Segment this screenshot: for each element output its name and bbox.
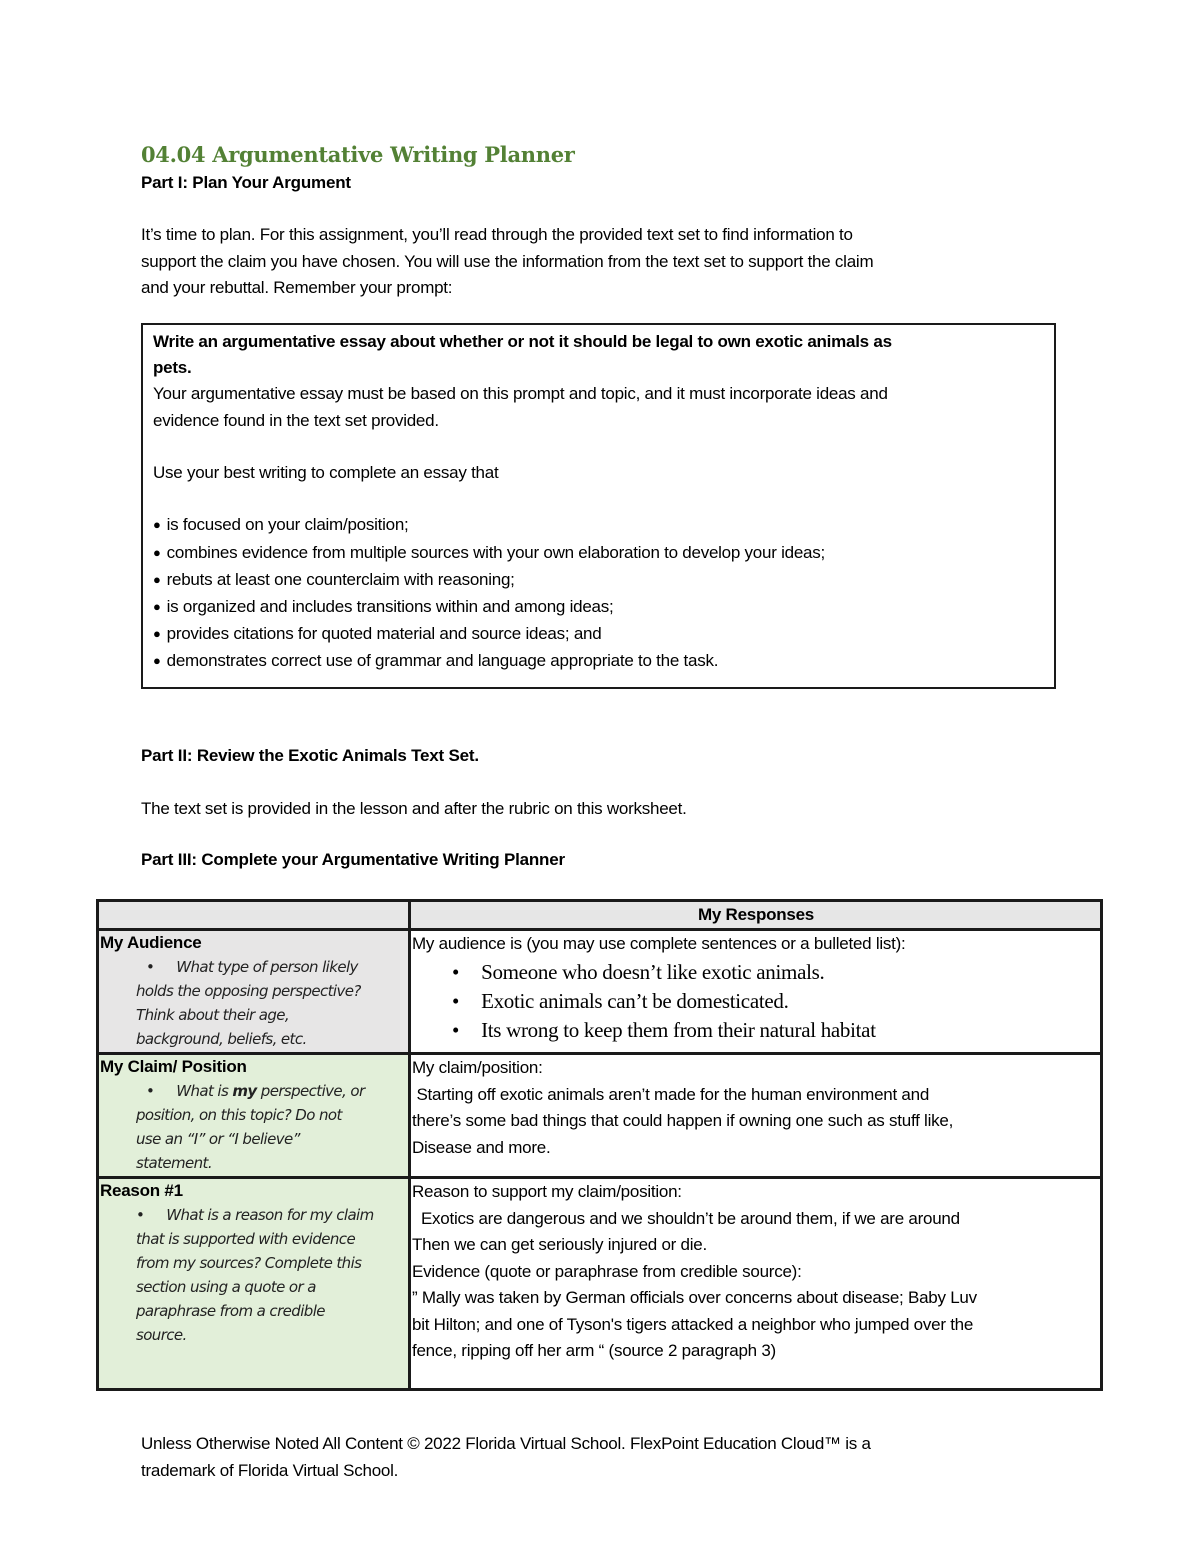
- document-title: 04.04 Argumentative Writing Planner: [141, 142, 575, 167]
- header-cell-responses: My Responses: [410, 901, 1102, 930]
- copyright-footer: [141, 1430, 1041, 1484]
- part2-heading: Part II: Review the Exotic Animals Text Set.: [141, 746, 479, 765]
- response-line: Disease and more.: [412, 1137, 551, 1157]
- prompt-line: Use your best writing to complete an essay that: [153, 463, 499, 482]
- intro-line: It’s time to plan. For this assignment, you’ll read through the provided text set to find information to: [141, 225, 853, 244]
- table-row-reason-1: [98, 1178, 1102, 1390]
- claim-response-cell[interactable]: [410, 1054, 1102, 1178]
- criteria-item: ● demonstrates correct use of grammar and language appropriate to the task.: [153, 648, 1044, 675]
- criteria-item: ● is organized and includes transitions within and among ideas;: [153, 594, 1044, 621]
- response-intro: Reason to support my claim/position:: [412, 1182, 682, 1201]
- evidence-line: ” Mally was taken by German officials over concerns about disease; Baby Luv: [412, 1288, 977, 1307]
- evidence-line: fence, ripping off her arm “ (source 2 paragraph 3): [412, 1341, 776, 1360]
- intro-line: and your rebuttal. Remember your prompt:: [141, 278, 453, 297]
- table-row-audience: [98, 930, 1102, 1054]
- row-label: Reason #1: [100, 1181, 183, 1200]
- footer-line: trademark of Florida Virtual School.: [141, 1461, 399, 1480]
- table-row-claim: [98, 1054, 1102, 1178]
- response-intro: My claim/position:: [412, 1058, 543, 1077]
- footer-line: Unless Otherwise Noted All Content © 2022 Florida Virtual School. FlexPoint Education Cloud™ is a: [141, 1434, 871, 1453]
- prompt-line: Your argumentative essay must be based on this prompt and topic, and it must incorporate ideas and: [153, 384, 888, 404]
- part2-text: The text set is provided in the lesson and after the rubric on this worksheet.: [141, 799, 687, 818]
- response-intro: My audience is (you may use complete sentences or a bulleted list):: [412, 934, 906, 953]
- response-line: Exotics are dangerous and we shouldn’t be around them, if we are around: [412, 1208, 960, 1228]
- response-item: • Exotic animals can’t be domesticated.: [452, 987, 1100, 1016]
- intro-line: support the claim you have chosen. You will use the information from the text set to support the claim: [141, 251, 874, 271]
- part1-heading: Part I: Plan Your Argument: [141, 173, 351, 192]
- table-header-row: [98, 901, 1102, 930]
- part1-intro: [141, 222, 1061, 302]
- response-line: Then we can get seriously injured or die.: [412, 1235, 707, 1254]
- prompt-bold-line: pets.: [153, 358, 192, 378]
- evidence-line: bit Hilton; and one of Tyson's tigers attacked a neighbor who jumped over the: [412, 1314, 974, 1334]
- criteria-item: ● combines evidence from multiple sources with your own elaboration to develop your ideas;: [153, 540, 1044, 567]
- row-hint: • What type of person likely holds the opposing perspective? Think about their age, background, beliefs, etc.: [100, 955, 408, 1051]
- audience-response-cell[interactable]: [410, 930, 1102, 1054]
- row-label: My Claim/ Position: [100, 1057, 247, 1076]
- spacer: [153, 434, 1044, 460]
- reason1-label-cell: [98, 1178, 410, 1390]
- audience-label-cell: [98, 930, 410, 1054]
- header-cell-empty: [98, 901, 410, 930]
- prompt-criteria-list: [153, 512, 1044, 675]
- spacer: [153, 486, 1044, 512]
- row-hint: • What is a reason for my claim that is supported with evidence from my sources? Complete this section using a quote or a paraphrase from a credible source.: [100, 1203, 408, 1347]
- response-item: • Someone who doesn’t like exotic animals.: [452, 958, 1100, 987]
- criteria-item: ● provides citations for quoted material and source ideas; and: [153, 621, 1044, 648]
- prompt-bold-line: Write an argumentative essay about whether or not it should be legal to own exotic animals as: [153, 332, 892, 351]
- criteria-item: ● rebuts at least one counterclaim with reasoning;: [153, 567, 1044, 594]
- response-line: Starting off exotic animals aren’t made for the human environment and: [412, 1084, 930, 1104]
- prompt-box: [141, 323, 1056, 689]
- part3-heading: Part III: Complete your Argumentative Writing Planner: [141, 850, 565, 869]
- evidence-label: Evidence (quote or paraphrase from credible source):: [412, 1261, 802, 1281]
- prompt-line: evidence found in the text set provided.: [153, 410, 439, 430]
- response-line: there’s some bad things that could happen if owning one such as stuff like,: [412, 1111, 954, 1130]
- audience-response-list: [412, 958, 1100, 1045]
- response-item: • Its wrong to keep them from their natural habitat: [452, 1016, 1100, 1045]
- claim-label-cell: [98, 1054, 410, 1178]
- planner-table: [96, 899, 1103, 1391]
- reason1-response-cell[interactable]: [410, 1178, 1102, 1390]
- row-hint: • What is my perspective, or position, on this topic? Do not use an “I” or “I believe” statement.: [100, 1079, 408, 1175]
- row-label: My Audience: [100, 933, 202, 952]
- criteria-item: ● is focused on your claim/position;: [153, 512, 1044, 539]
